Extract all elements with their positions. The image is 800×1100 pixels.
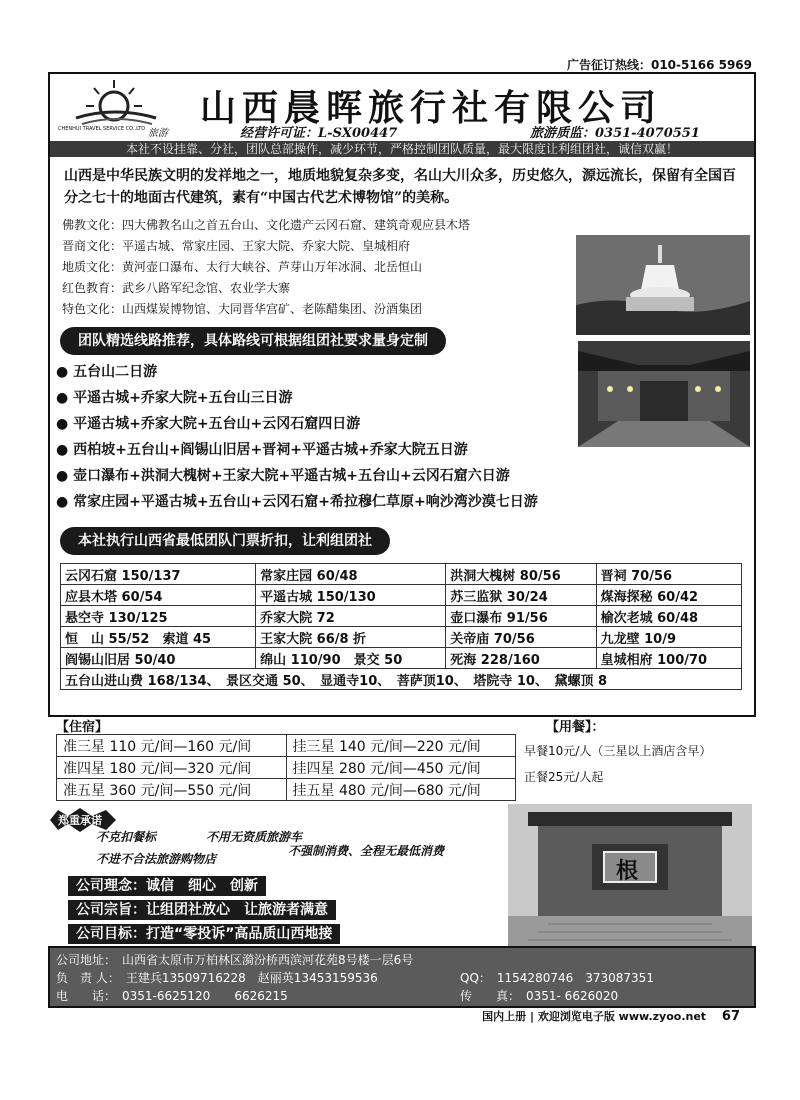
table-row xyxy=(57,757,516,779)
company-tenet: 公司宗旨：让组团社放心 让旅游者满意 xyxy=(68,900,336,920)
business-license: 经营许可证：L-SX00447 xyxy=(240,126,398,141)
white-pagoda-photo xyxy=(576,235,750,335)
table-row xyxy=(61,564,742,585)
table-cell: 皇城相府 100/70 xyxy=(596,648,741,669)
culture-item: 佛教文化：四大佛教名山之首五台山、文化遗产云冈石窟、建筑奇观应县木塔 xyxy=(62,218,471,232)
culture-item: 红色教育：武乡八路军纪念馆、农业学大寨 xyxy=(62,281,291,295)
table-cell: 准三星 110 元/间—160 元/间 xyxy=(57,735,287,757)
lodging-table xyxy=(56,734,516,801)
page-number: 67 xyxy=(721,1009,740,1024)
table-cell: 关帝庙 70/56 xyxy=(446,627,596,648)
company-philosophy: 公司理念：诚信 细心 创新 xyxy=(68,876,266,896)
table-cell: 煤海探秘 60/42 xyxy=(596,585,741,606)
table-cell: 九龙壁 10/9 xyxy=(596,627,741,648)
promise-item: 不用无资质旅游车 xyxy=(206,830,303,844)
table-cell: 恒 山 55/52 索道 45 xyxy=(61,627,256,648)
table-cell: 绵山 110/90 景交 50 xyxy=(256,648,446,669)
company-logo xyxy=(56,76,176,140)
route-item: ● 平遥古城+乔家大院+五台山+云冈石窟四日游 xyxy=(56,416,361,432)
culture-list xyxy=(62,215,572,320)
table-cell: 云冈石窟 150/137 xyxy=(61,564,256,585)
table-row xyxy=(57,779,516,801)
promise-item: 不克扣餐标 xyxy=(96,830,157,844)
table-cell: 应县木塔 60/54 xyxy=(61,585,256,606)
route-item: ● 常家庄园+平遥古城+五台山+云冈石窟+希拉穆仁草原+响沙湾沙漠七日游 xyxy=(56,494,538,510)
route-item: ● 平遥古城+乔家大院+五台山三日游 xyxy=(56,390,293,406)
table-row xyxy=(61,648,742,669)
quality-supervision: 旅游质监：0351-4070551 xyxy=(530,126,700,141)
culture-item: 晋商文化：平遥古城、常家庄园、王家大院、乔家大院、皇城相府 xyxy=(62,239,411,253)
table-cell: 挂四星 280 元/间—450 元/间 xyxy=(286,757,516,779)
route-item: ● 五台山二日游 xyxy=(56,364,158,380)
route-item: ● 壶口瀑布+洪洞大槐树+王家大院+平遥古城+五台山+云冈石窟六日游 xyxy=(56,468,510,484)
table-row xyxy=(61,669,742,690)
table-cell: 榆次老城 60/48 xyxy=(596,606,741,627)
meals-label: 【用餐】： xyxy=(546,720,605,735)
promise-item: 不强制消费、全程无最低消费 xyxy=(288,844,445,858)
table-cell: 挂三星 140 元/间—220 元/间 xyxy=(286,735,516,757)
table-cell: 准四星 180 元/间—320 元/间 xyxy=(57,757,287,779)
ticket-price-table xyxy=(60,563,742,690)
culture-item: 地质文化：黄河壶口瀑布、太行大峡谷、芦芽山万年冰洞、北岳恒山 xyxy=(62,260,423,274)
routes-header: 团队精选线路推荐，具体路线可根据组团社要求量身定制 xyxy=(60,327,446,355)
service-banner: 本社不设挂靠、分社，团队总部操作，减少环节，严格控制团队质量，最大限度让利组团社，诚信双赢！ xyxy=(48,141,756,157)
culture-item: 特色文化：山西煤炭博物馆、大同晋华宫矿、老陈醋集团、汾酒集团 xyxy=(62,302,423,316)
route-list xyxy=(56,359,736,515)
promise-item: 不进不合法旅游购物店 xyxy=(96,852,217,866)
ad-hotline: 广告征订热线：010-5166 5969 xyxy=(566,58,752,72)
footer-text: 国内上册 | 欢迎浏览电子版 www.zyoo.net xyxy=(482,1010,707,1023)
table-cell: 阎锡山旧居 50/40 xyxy=(61,648,256,669)
contact-bar xyxy=(48,946,756,1008)
table-row xyxy=(57,735,516,757)
company-name: 山西晨晖旅行社有限公司 xyxy=(200,87,663,129)
gate-plaque-text: 根 xyxy=(616,858,639,884)
table-row xyxy=(61,606,742,627)
company-address: 公司地址： 山西省太原市万柏林区漪汾桥西滨河花苑8号楼一层6号 xyxy=(56,953,414,967)
promise-area xyxy=(48,806,508,946)
table-row xyxy=(61,627,742,648)
meals-info xyxy=(524,738,711,790)
company-header xyxy=(48,72,756,144)
table-cell: 准五星 360 元/间—550 元/间 xyxy=(57,779,287,801)
table-cell: 平遥古城 150/130 xyxy=(256,585,446,606)
table-cell: 乔家大院 72 xyxy=(256,606,446,627)
table-cell: 王家大院 66/8 折 xyxy=(256,627,446,648)
table-cell: 挂五星 480 元/间—680 元/间 xyxy=(286,779,516,801)
main-section xyxy=(48,157,756,717)
meal-item: 正餐25元/人起 xyxy=(524,770,604,784)
table-cell: 悬空寺 130/125 xyxy=(61,606,256,627)
shanxi-intro: 山西是中华民族文明的发祥地之一，地质地貌复杂多变，名山大川众多，历史悠久，源远流长，保留有全国百分之七十的地面古代建筑，素有“中国古代艺术博物馆”的美称。 xyxy=(64,168,736,206)
table-row xyxy=(61,585,742,606)
ticket-price-box xyxy=(60,563,742,690)
table-cell: 晋祠 70/56 xyxy=(596,564,741,585)
page-footer xyxy=(482,1008,740,1024)
table-cell: 壶口瀑布 91/56 xyxy=(446,606,596,627)
contact-person: 负 责 人： 王建兵13509716228 赵丽英13453159536 xyxy=(56,971,378,985)
company-goal: 公司目标：打造“零投诉”高品质山西地接 xyxy=(68,924,340,944)
contact-phone: 电 话： 0351-6625120 6626215 xyxy=(56,989,288,1003)
table-cell: 苏三监狱 30/24 xyxy=(446,585,596,606)
table-cell: 常家庄园 60/48 xyxy=(256,564,446,585)
gate-photo xyxy=(508,804,752,946)
promise-tag-text: 郑重承诺 xyxy=(58,814,102,827)
wutai-fees-cell: 五台山进山费 168/134、 景区交通 50、 显通寺10、 菩萨顶10、 塔院寺 10、 黛螺顶 8 xyxy=(61,669,742,690)
tickets-header: 本社执行山西省最低团队门票折扣，让利组团社 xyxy=(60,527,390,555)
logo-subtitle: CHENHUI TRAVEL SERVICE CO.,LTD xyxy=(58,126,146,132)
contact-qq: QQ： 1154280746 373087351 xyxy=(460,971,654,985)
route-item: ● 西柏坡+五台山+阎锡山旧居+晋祠+平遥古城+乔家大院五日游 xyxy=(56,442,468,458)
contact-fax: 传 真： 0351- 6626020 xyxy=(460,989,619,1003)
lodging-label: 【住宿】 xyxy=(56,720,109,735)
logo-tag: 旅游 xyxy=(148,128,168,139)
meal-item: 早餐10元/人（三星以上酒店含早） xyxy=(524,744,712,758)
table-cell: 死海 228/160 xyxy=(446,648,596,669)
table-cell: 洪洞大槐树 80/56 xyxy=(446,564,596,585)
